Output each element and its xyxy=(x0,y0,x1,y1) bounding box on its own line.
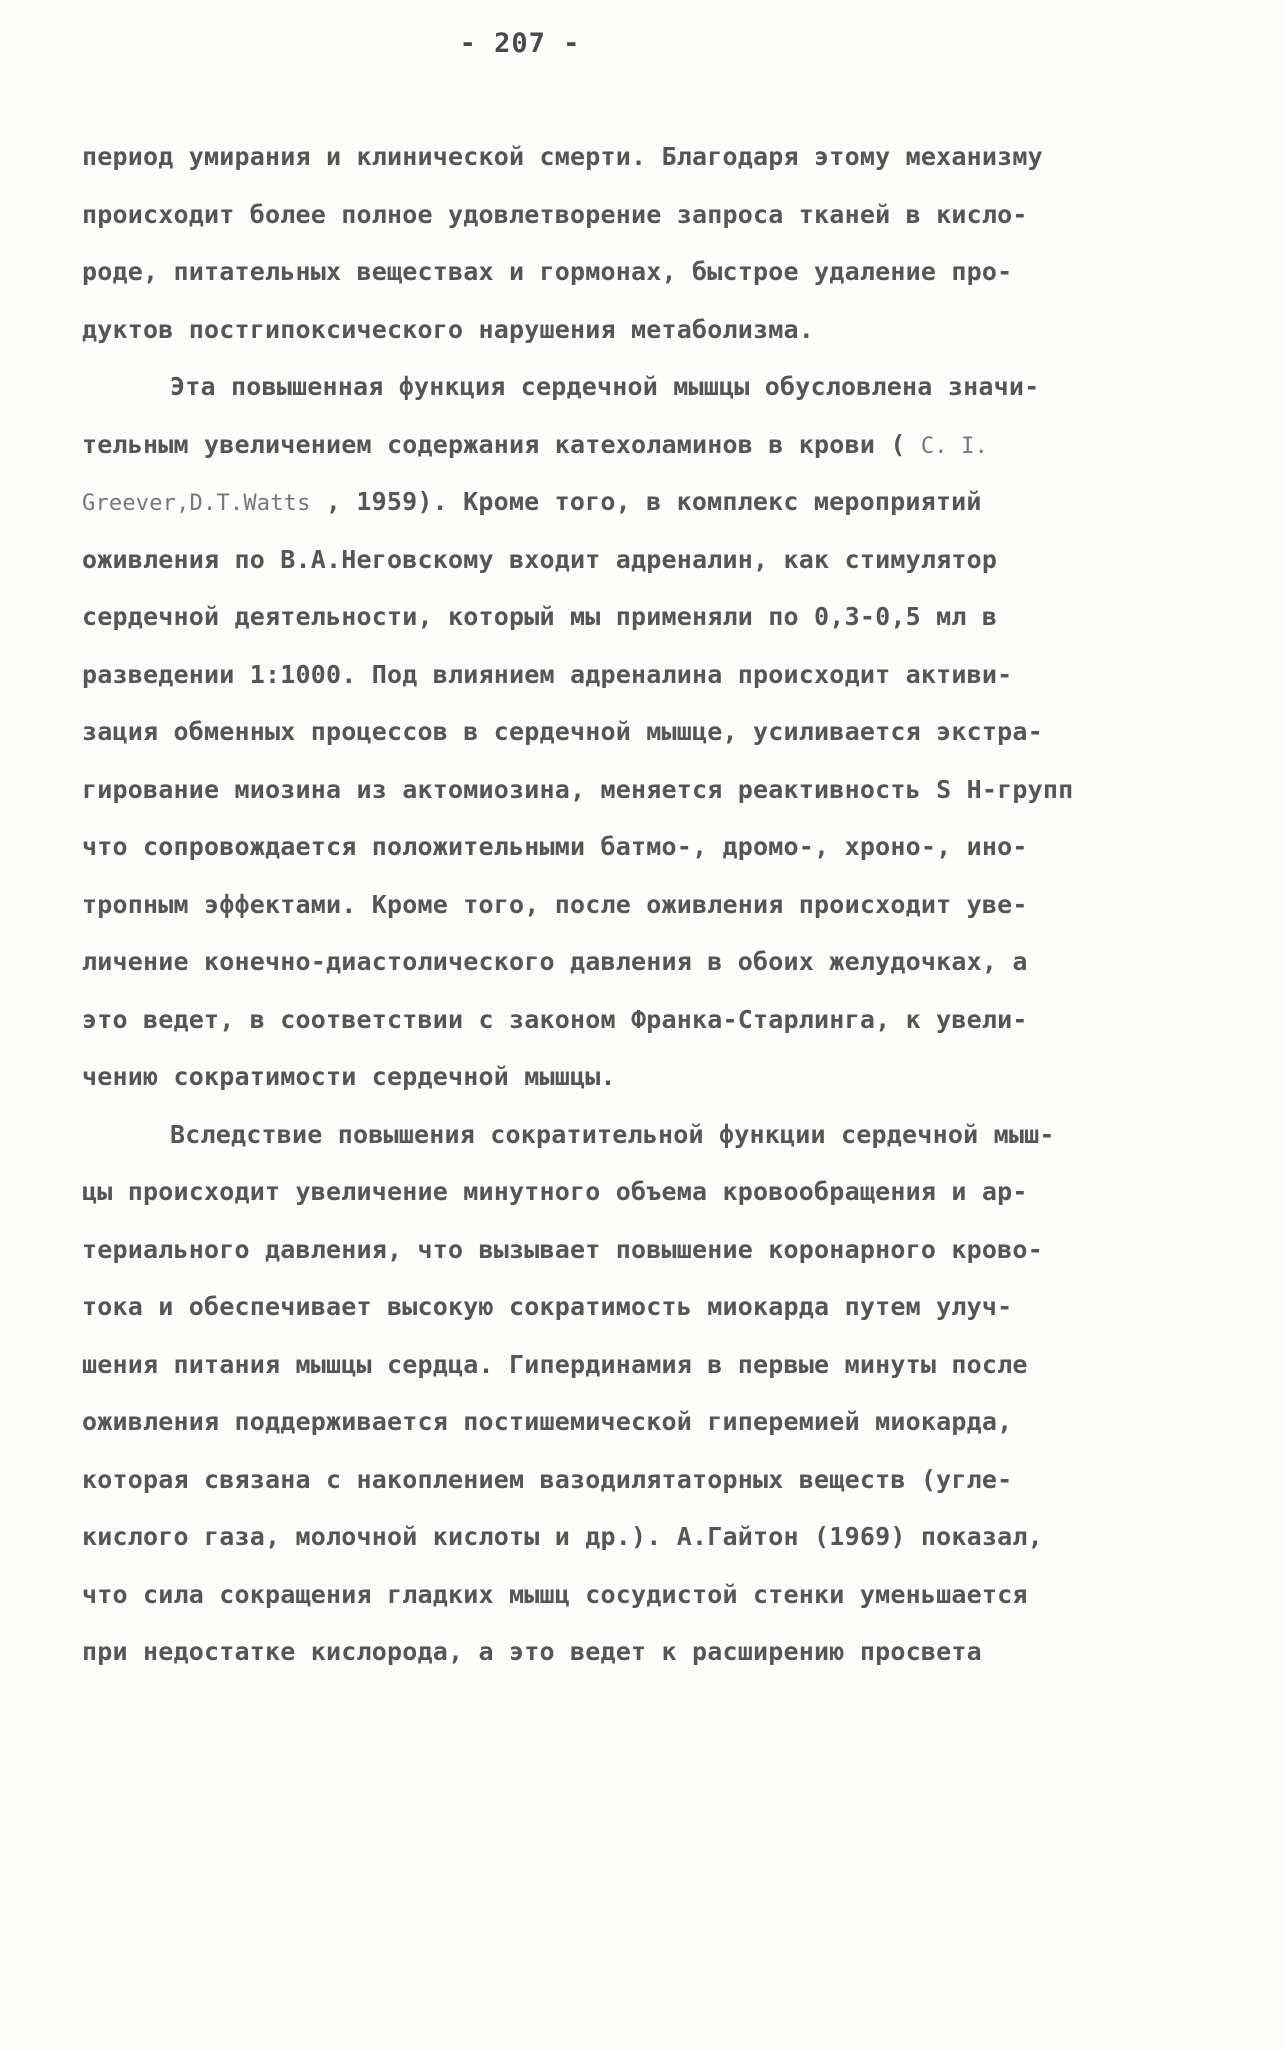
line-text: период умирания и клинической смерти. Благодаря этому механизму xyxy=(82,142,1043,171)
text-line xyxy=(82,1163,1200,1221)
text-line xyxy=(82,416,1200,474)
text-line xyxy=(82,1393,1200,1451)
text-line xyxy=(82,128,1200,186)
text-line xyxy=(82,876,1200,934)
text-line xyxy=(82,933,1200,991)
line-text: кислого газа, молочной кислоты и др.). А.Гайтон (1969) показал, xyxy=(82,1522,1043,1551)
line-text: происходит более полное удовлетворение запроса тканей в кисло- xyxy=(82,199,1028,229)
citation-text: Greever,D.T.Watts xyxy=(82,491,311,516)
text-line xyxy=(82,1508,1200,1566)
text-line xyxy=(82,531,1200,589)
line-text: , 1959). Кроме того, в комплекс мероприятий xyxy=(310,487,982,516)
text-line xyxy=(82,1048,1200,1106)
line-text: личение конечно-диастолического давления в обоих желудочках, а xyxy=(82,947,1028,976)
body-text xyxy=(82,128,1200,1681)
line-text: шения питания мышцы сердца. Гипердинамия в первые минуты после xyxy=(82,1349,1028,1379)
paragraph-first-line xyxy=(82,1106,1200,1164)
line-text: тропным эффектами. Кроме того, после оживления происходит уве- xyxy=(82,889,1028,919)
line-text: тельным увеличением содержания катехоламинов в крови ( xyxy=(82,429,921,459)
line-text: разведении 1:1000. Под влиянием адреналина происходит активи- xyxy=(82,659,1013,689)
text-line xyxy=(82,1623,1200,1681)
text-line xyxy=(82,1278,1200,1336)
text-line xyxy=(82,186,1200,244)
line-text: оживления по В.А.Неговскому входит адреналин, как стимулятор xyxy=(82,544,998,574)
citation-text: C. I. xyxy=(920,433,989,459)
text-line xyxy=(82,1566,1200,1624)
line-text: роде, питательных веществах и гормонах, быстрое удаление про- xyxy=(82,257,1013,286)
line-text: оживления поддерживается постишемической гиперемией миокарда, xyxy=(82,1407,1013,1436)
text-line xyxy=(82,301,1200,359)
text-line xyxy=(82,1451,1200,1509)
line-text: дуктов постгипоксического нарушения метаболизма. xyxy=(82,314,815,344)
text-line xyxy=(82,646,1200,704)
text-line xyxy=(82,473,1200,531)
text-line xyxy=(82,588,1200,646)
line-text: гирование миозина из актомиозина, меняется реактивность S Н-групп xyxy=(82,774,1074,804)
text-line xyxy=(82,761,1200,819)
line-text: что сопровождается положительными батмо-, дромо-, хроно-, ино- xyxy=(82,832,1028,861)
line-text: цы происходит увеличение минутного объема кровообращения и ар- xyxy=(82,1177,1028,1206)
text-line xyxy=(82,1221,1200,1279)
line-text: чению сократимости сердечной мышцы. xyxy=(82,1062,616,1091)
line-text: при недостатке кислорода, а это ведет к расширению просвета xyxy=(82,1637,982,1666)
text-line xyxy=(82,991,1200,1049)
line-text: тока и обеспечивает высокую сократимость миокарда путем улуч- xyxy=(82,1292,1013,1321)
text-line xyxy=(82,818,1200,876)
line-text: зация обменных процессов в сердечной мышце, усиливается экстра- xyxy=(82,717,1043,746)
page-number: - 207 - xyxy=(459,28,581,59)
line-text: сердечной деятельности, который мы применяли по 0,3-0,5 мл в xyxy=(82,602,998,631)
text-line xyxy=(82,1336,1200,1394)
line-text: териального давления, что вызывает повышение коронарного крово- xyxy=(82,1234,1043,1264)
line-text: это ведет, в соответствии с законом Франка-Старлинга, к увели- xyxy=(82,1004,1028,1034)
line-text: Вследствие повышения сократительной функции сердечной мыш- xyxy=(170,1119,1055,1149)
line-text: которая связана с накоплением вазодилятаторных веществ (угле- xyxy=(82,1464,1013,1494)
text-line xyxy=(82,243,1200,301)
text-line xyxy=(82,703,1200,761)
line-text: Эта повышенная функция сердечной мышцы обусловлена значи- xyxy=(170,372,1040,401)
paragraph-first-line xyxy=(82,358,1200,416)
line-text: что сила сокращения гладких мышц сосудистой стенки уменьшается xyxy=(82,1579,1028,1609)
